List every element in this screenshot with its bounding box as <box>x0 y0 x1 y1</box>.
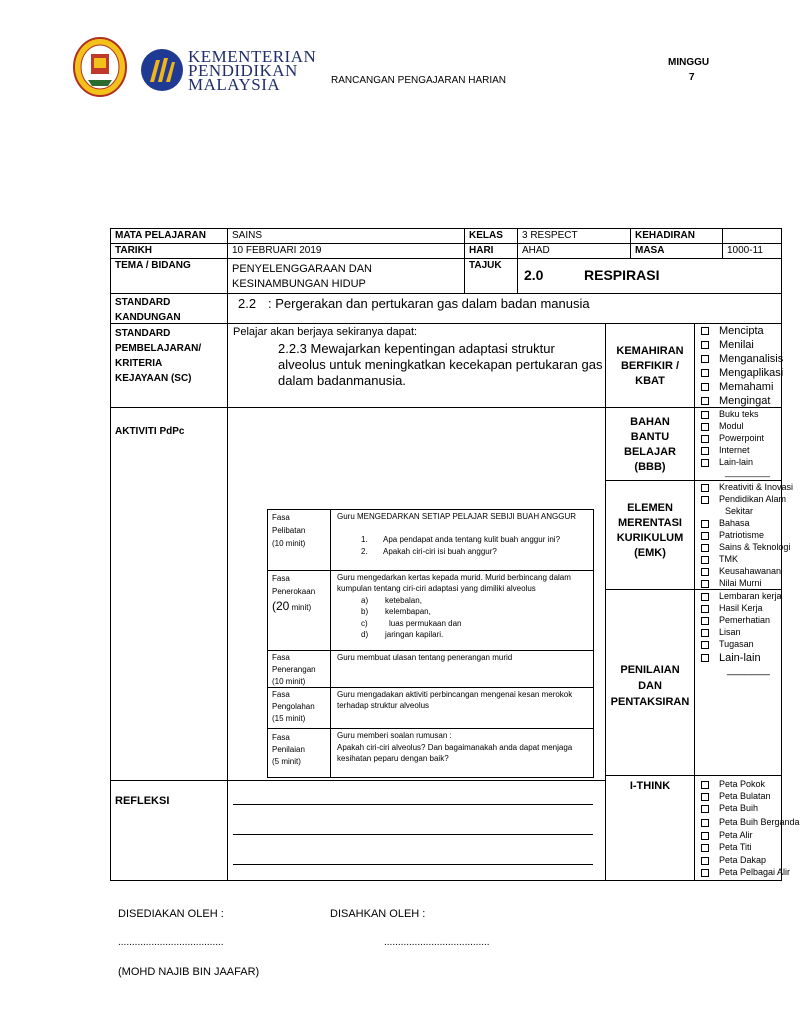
checkbox-icon <box>701 869 709 877</box>
kbat-item[interactable]: Menganalisis <box>701 353 783 365</box>
emk-item[interactable]: Nilai Murni <box>701 578 762 588</box>
topic-label: TAJUK <box>464 258 518 294</box>
sp-line3: dalam badanmanusia. <box>278 373 406 388</box>
sk-label <box>110 293 228 324</box>
reflection-label: REFLEKSI <box>110 780 228 881</box>
bbb-item[interactable]: Powerpoint <box>701 433 764 443</box>
checkbox-icon <box>701 484 709 492</box>
checkbox-icon <box>701 369 709 377</box>
sp-label-line2: PEMBELAJARAN/ <box>115 343 202 354</box>
bbb-list <box>694 407 782 481</box>
reflection-line <box>233 864 593 865</box>
phase-label: Fasa Penerokaan (20 minit) <box>267 570 331 651</box>
kbat-label <box>605 323 695 408</box>
emk-item-continuation: Sekitar <box>725 506 754 516</box>
checkbox-icon <box>701 355 709 363</box>
emk-item[interactable]: Sains & Teknologi <box>701 542 790 552</box>
emk-item[interactable]: Bahasa <box>701 518 750 528</box>
checkbox-icon <box>701 459 709 467</box>
ministry-name-line3: MALAYSIA <box>188 75 281 94</box>
penilaian-item[interactable]: Lembaran kerja <box>701 591 782 601</box>
sp-label-line3: KRITERIA <box>115 358 163 369</box>
kbat-item[interactable]: Memahami <box>701 381 773 393</box>
preparer-name: (MOHD NAJIB BIN JAAFAR) <box>118 966 260 978</box>
checkbox-icon <box>701 447 709 455</box>
sp-label-line1: STANDARD <box>115 328 171 339</box>
checkbox-icon <box>701 383 709 391</box>
penilaian-item[interactable]: Pemerhatian <box>701 615 770 625</box>
checkbox-icon <box>701 532 709 540</box>
kbat-item[interactable]: Mengaplikasi <box>701 367 783 379</box>
kbat-item[interactable]: Menilai <box>701 339 754 351</box>
theme-value <box>227 258 465 294</box>
penilaian-item[interactable]: Hasil Kerja <box>701 603 763 613</box>
sp-line1: 2.2.3 Mewajarkan kepentingan adaptasi struktur <box>278 341 555 356</box>
checkbox-icon <box>701 435 709 443</box>
bbb-item[interactable]: Modul <box>701 421 744 431</box>
theme-value-line2: KESINAMBUNGAN HIDUP <box>232 278 366 290</box>
checkbox-icon <box>701 781 709 789</box>
phase-content: Guru mengadakan aktiviti perbincangan mengenai kesan merokok terhadap struktur alveolus <box>330 687 594 729</box>
subject-label: MATA PELAJARAN <box>110 228 228 244</box>
emk-item[interactable]: Keusahawanan <box>701 566 781 576</box>
topic-number: 2.0 <box>524 267 544 283</box>
phase-content: Guru MENGEDARKAN SETIAP PELAJAR SEBIJI BUAH ANGGUR 1. Apa pendapat anda tentang kulit buah anggur ini? 2. Apakah ciri-ciri isi buah anggur? <box>330 509 594 571</box>
bbb-item[interactable]: Lain-lain <box>701 457 753 467</box>
ministry-name-line1: KEMENTERIAN <box>188 47 317 66</box>
checkbox-icon <box>701 605 709 613</box>
document-title: RANCANGAN PENGAJARAN HARIAN <box>331 75 507 86</box>
checkbox-icon <box>701 544 709 552</box>
class-label: KELAS <box>464 228 518 244</box>
sk-value-cell <box>227 293 782 324</box>
checkbox-icon <box>701 629 709 637</box>
checkbox-icon <box>701 423 709 431</box>
class-value: 3 RESPECT <box>517 228 631 244</box>
sp-intro: Pelajar akan berjaya sekiranya dapat: <box>233 326 418 338</box>
checkbox-icon <box>701 819 709 827</box>
checkbox-icon <box>701 617 709 625</box>
checkbox-icon <box>701 844 709 852</box>
kbat-label-line2: BERFIKIR / <box>620 360 680 372</box>
bbb-item[interactable]: Internet <box>701 445 750 455</box>
emk-item[interactable]: Patriotisme <box>701 530 764 540</box>
phase-label: Fasa Penilaian (5 minit) <box>267 728 331 778</box>
kbat-label-line3: KBAT <box>635 375 665 387</box>
kbat-item[interactable]: Mencipta <box>701 325 764 337</box>
time-value: 1000-11 <box>722 243 782 259</box>
phase-label: Fasa Pelibatan (10 minit) <box>267 509 331 571</box>
checkbox-icon <box>701 593 709 601</box>
ithink-item[interactable]: Peta Buih <box>701 803 758 813</box>
week-label: MINGGU <box>668 57 710 68</box>
attendance-value <box>722 228 782 244</box>
checkbox-icon <box>701 580 709 588</box>
approved-signature-line: ...................................... <box>384 937 490 948</box>
day-value: AHAD <box>517 243 631 259</box>
checkbox-icon <box>701 327 709 335</box>
sk-label-line1: STANDARD <box>115 297 171 308</box>
ithink-item[interactable]: Peta Buih Berganda <box>701 817 800 827</box>
topic-cell <box>517 258 782 294</box>
ithink-item[interactable]: Peta Alir <box>701 830 753 840</box>
ithink-list <box>694 775 800 881</box>
penilaian-item[interactable]: Lisan <box>701 627 741 637</box>
date-value: 10 FEBRUARI 2019 <box>227 243 465 259</box>
ithink-item[interactable]: Peta Titi <box>701 842 752 852</box>
penilaian-label: PENILAIAN DAN PENTAKSIRAN <box>605 589 695 776</box>
topic-value: RESPIRASI <box>584 267 660 283</box>
kbat-list <box>694 323 782 408</box>
sk-number: 2.2 <box>238 296 257 311</box>
checkbox-icon <box>701 654 709 662</box>
ithink-label: I-THINK <box>605 775 695 881</box>
phase-label: Fasa Pengolahan (15 minit) <box>267 687 331 729</box>
ministry-name-line2: PENDIDIKAN <box>188 61 298 80</box>
ithink-item[interactable]: Peta Pelbagai Alir <box>701 867 790 877</box>
sk-label-line2: KANDUNGAN <box>115 312 181 323</box>
bbb-label: BAHAN BANTU BELAJAR (BBB) <box>605 407 695 481</box>
theme-label: TEMA / BIDANG <box>110 258 228 294</box>
prepared-by-label: DISEDIAKAN OLEH : <box>118 908 224 920</box>
sp-value-cell <box>227 323 606 408</box>
ministry-emblem-icon <box>140 48 184 92</box>
kbat-item[interactable]: Mengingat <box>701 395 770 407</box>
penilaian-blank: _______ <box>727 664 770 676</box>
checkbox-icon <box>701 496 709 504</box>
subject-value: SAINS <box>227 228 465 244</box>
attendance-label: KEHADIRAN <box>630 228 723 244</box>
ithink-item[interactable]: Peta Bulatan <box>701 791 771 801</box>
approved-by-label: DISAHKAN OLEH : <box>330 908 426 920</box>
phase-content: Guru mengedarkan kertas kepada murid. Murid berbincang dalam kumpulan tentang ciri-ciri adaptasi yang dimiliki alveolus a) ketebalan, b) kelembapan, c) luas permukaan dan d) jaringan kapilari. <box>330 570 594 651</box>
ithink-item[interactable]: Peta Dakap <box>701 855 766 865</box>
school-seal-logo <box>72 36 128 98</box>
checkbox-icon <box>701 556 709 564</box>
activity-label: AKTIVITI PdPc <box>110 407 228 781</box>
checkbox-icon <box>701 793 709 801</box>
date-label: TARIKH <box>110 243 228 259</box>
checkbox-icon <box>701 397 709 405</box>
theme-value-line1: PENYELENGGARAAN DAN <box>232 263 372 275</box>
checkbox-icon <box>701 411 709 419</box>
emk-item[interactable]: Pendidikan Alam <box>701 494 786 504</box>
checkbox-icon <box>701 520 709 528</box>
emk-item[interactable]: TMK <box>701 554 738 564</box>
day-label: HARI <box>464 243 518 259</box>
sk-value: : Pergerakan dan pertukaran gas dalam badan manusia <box>268 296 590 311</box>
emk-list <box>694 480 794 590</box>
penilaian-item[interactable]: Lain-lain <box>701 652 761 664</box>
week-number: 7 <box>689 72 695 83</box>
reflection-cell[interactable] <box>227 780 606 881</box>
checkbox-icon <box>701 805 709 813</box>
phase-label: Fasa Penerangan (10 minit) <box>267 650 331 688</box>
penilaian-item[interactable]: Tugasan <box>701 639 754 649</box>
phase-content: Guru membuat ulasan tentang penerangan murid <box>330 650 594 688</box>
bbb-blank: _________ <box>725 467 771 477</box>
ithink-item[interactable]: Peta Pokok <box>701 779 765 789</box>
reflection-line <box>233 834 593 835</box>
emk-item[interactable]: Kreativiti & Inovasi <box>701 482 793 492</box>
sp-label-line4: KEJAYAAN (SC) <box>115 373 192 384</box>
checkbox-icon <box>701 857 709 865</box>
kbat-label-line1: KEMAHIRAN <box>616 345 684 357</box>
ministry-logo <box>140 46 320 96</box>
checkbox-icon <box>701 832 709 840</box>
sp-label <box>110 323 228 408</box>
prepared-signature-line: ...................................... <box>118 937 224 948</box>
bbb-item[interactable]: Buku teks <box>701 409 759 419</box>
time-label: MASA <box>630 243 723 259</box>
checkbox-icon <box>701 568 709 576</box>
phase-content: Guru memberi soalan rumusan : Apakah ciri-ciri alveolus? Dan bagaimanakah anda dapat menjaga kesihatan peparu dengan baik? <box>330 728 594 778</box>
emk-label: ELEMEN MERENTASI KURIKULUM (EMK) <box>605 480 695 590</box>
reflection-line <box>233 804 593 805</box>
penilaian-list <box>694 589 782 776</box>
checkbox-icon <box>701 341 709 349</box>
checkbox-icon <box>701 641 709 649</box>
sp-line2: alveolus untuk meningkatkan kecekapan pertukaran gas <box>278 357 603 372</box>
